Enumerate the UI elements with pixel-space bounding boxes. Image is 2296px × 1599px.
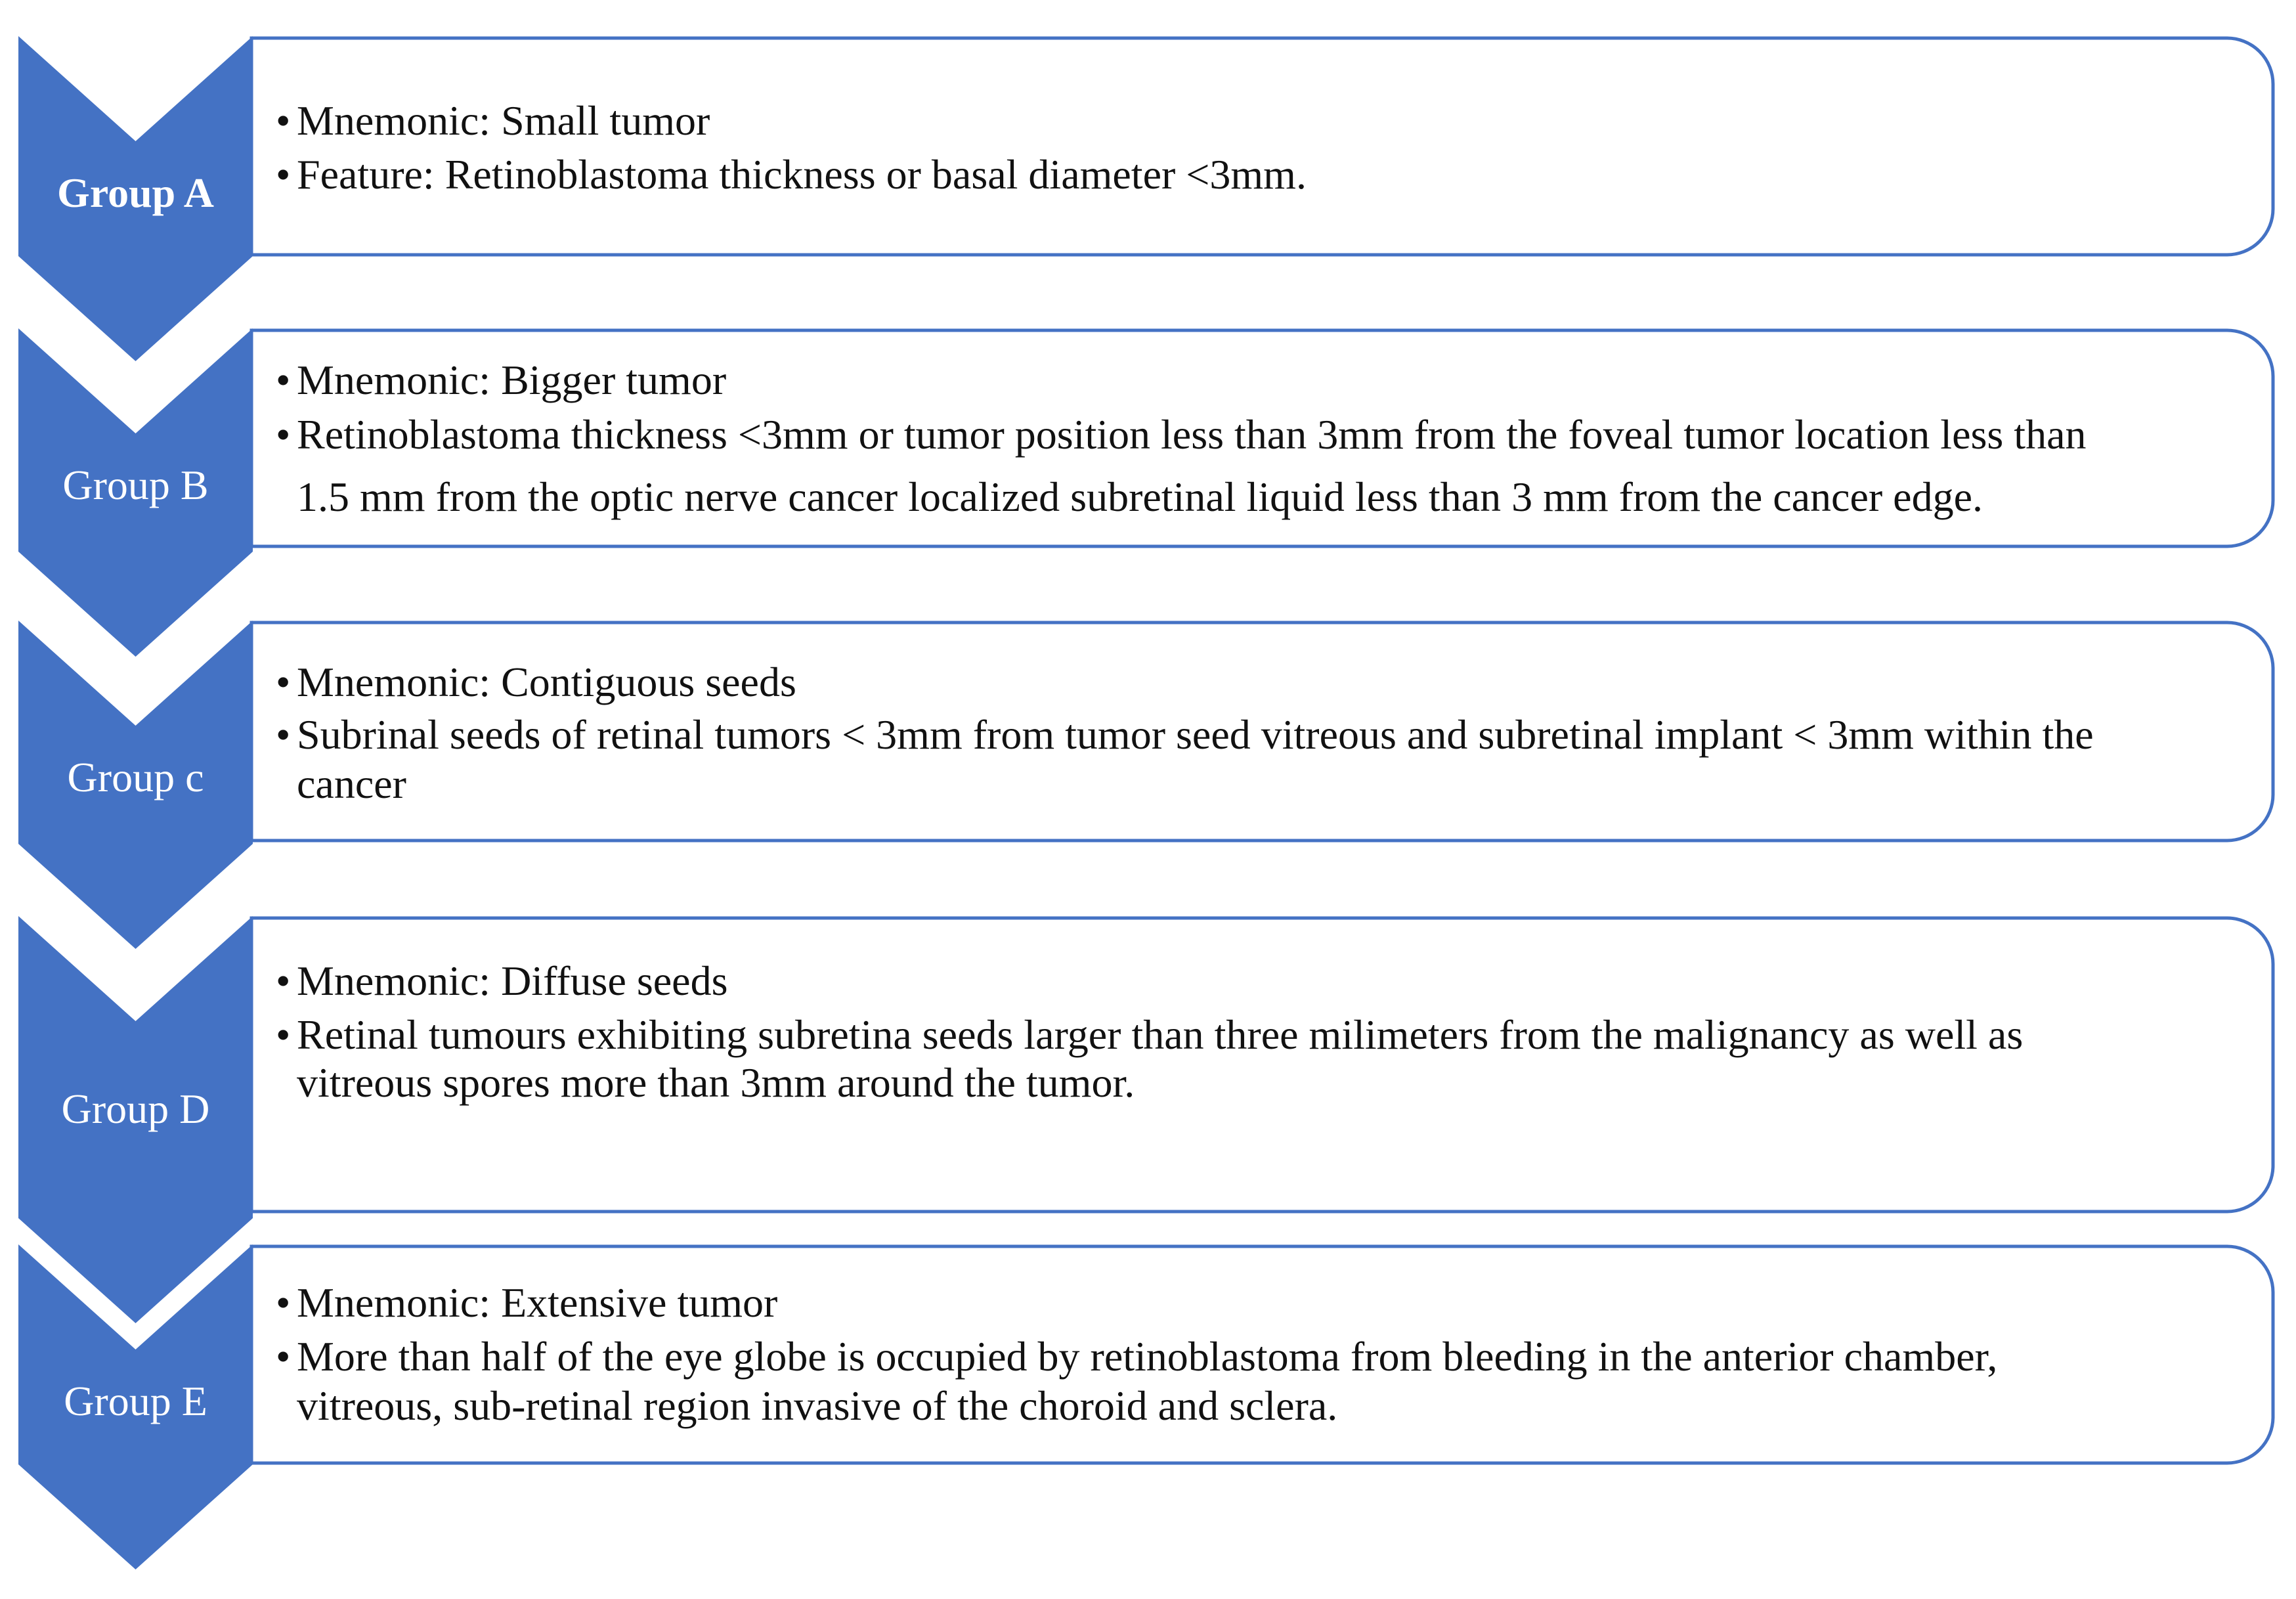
group-1 <box>18 36 2273 361</box>
feature-text: vitreous, sub-retinal region invasive of the choroid and sclera. <box>297 1382 1338 1429</box>
bullet-mark: • <box>276 357 291 403</box>
mnemonic-text: Mnemonic: Contiguous seeds <box>297 659 796 705</box>
group-2 <box>18 328 2273 657</box>
mnemonic-text: Mnemonic: Small tumor <box>297 97 710 144</box>
bullet-mark: • <box>276 659 291 705</box>
group-5 <box>18 1244 2273 1569</box>
group-label: Group E <box>64 1378 207 1424</box>
mnemonic-text: Mnemonic: Diffuse seeds <box>297 957 728 1004</box>
group-label: Group A <box>57 169 214 216</box>
mnemonic-text: Mnemonic: Bigger tumor <box>297 357 727 403</box>
feature-text: 1.5 mm from the optic nerve cancer localized subretinal liquid less than 3 mm from the cancer edge. <box>297 473 1983 520</box>
feature-text: cancer <box>297 760 406 807</box>
bullet-mark: • <box>276 411 291 458</box>
group-label: Group c <box>67 754 204 800</box>
bullet-mark: • <box>276 1279 291 1326</box>
feature-text: Retinoblastoma thickness <3mm or tumor position less than 3mm from the foveal tumor location less than <box>297 411 2087 458</box>
group-3 <box>18 621 2273 949</box>
bullet-mark: • <box>276 1333 291 1380</box>
bullet-mark: • <box>276 711 291 758</box>
mnemonic-text: Mnemonic: Extensive tumor <box>297 1279 778 1326</box>
feature-text: Retinal tumours exhibiting subretina seeds larger than three milimeters from the malignancy as well as <box>297 1011 2024 1058</box>
bullet-mark: • <box>276 1011 291 1058</box>
description-box <box>251 38 2273 255</box>
feature-text: Feature: Retinoblastoma thickness or basal diameter <3mm. <box>297 151 1307 198</box>
bullet-mark: • <box>276 957 291 1004</box>
bullet-mark: • <box>276 97 291 144</box>
feature-text: vitreous spores more than 3mm around the tumor. <box>297 1059 1135 1106</box>
feature-text: More than half of the eye globe is occupied by retinoblastoma from bleeding in the anterior chamber, <box>297 1333 1998 1380</box>
bullet-mark: • <box>276 151 291 198</box>
group-label: Group D <box>61 1085 210 1132</box>
group-label: Group B <box>62 462 209 508</box>
feature-text: Subrinal seeds of retinal tumors < 3mm from tumor seed vitreous and subretinal implant < 3mm within the <box>297 711 2094 758</box>
